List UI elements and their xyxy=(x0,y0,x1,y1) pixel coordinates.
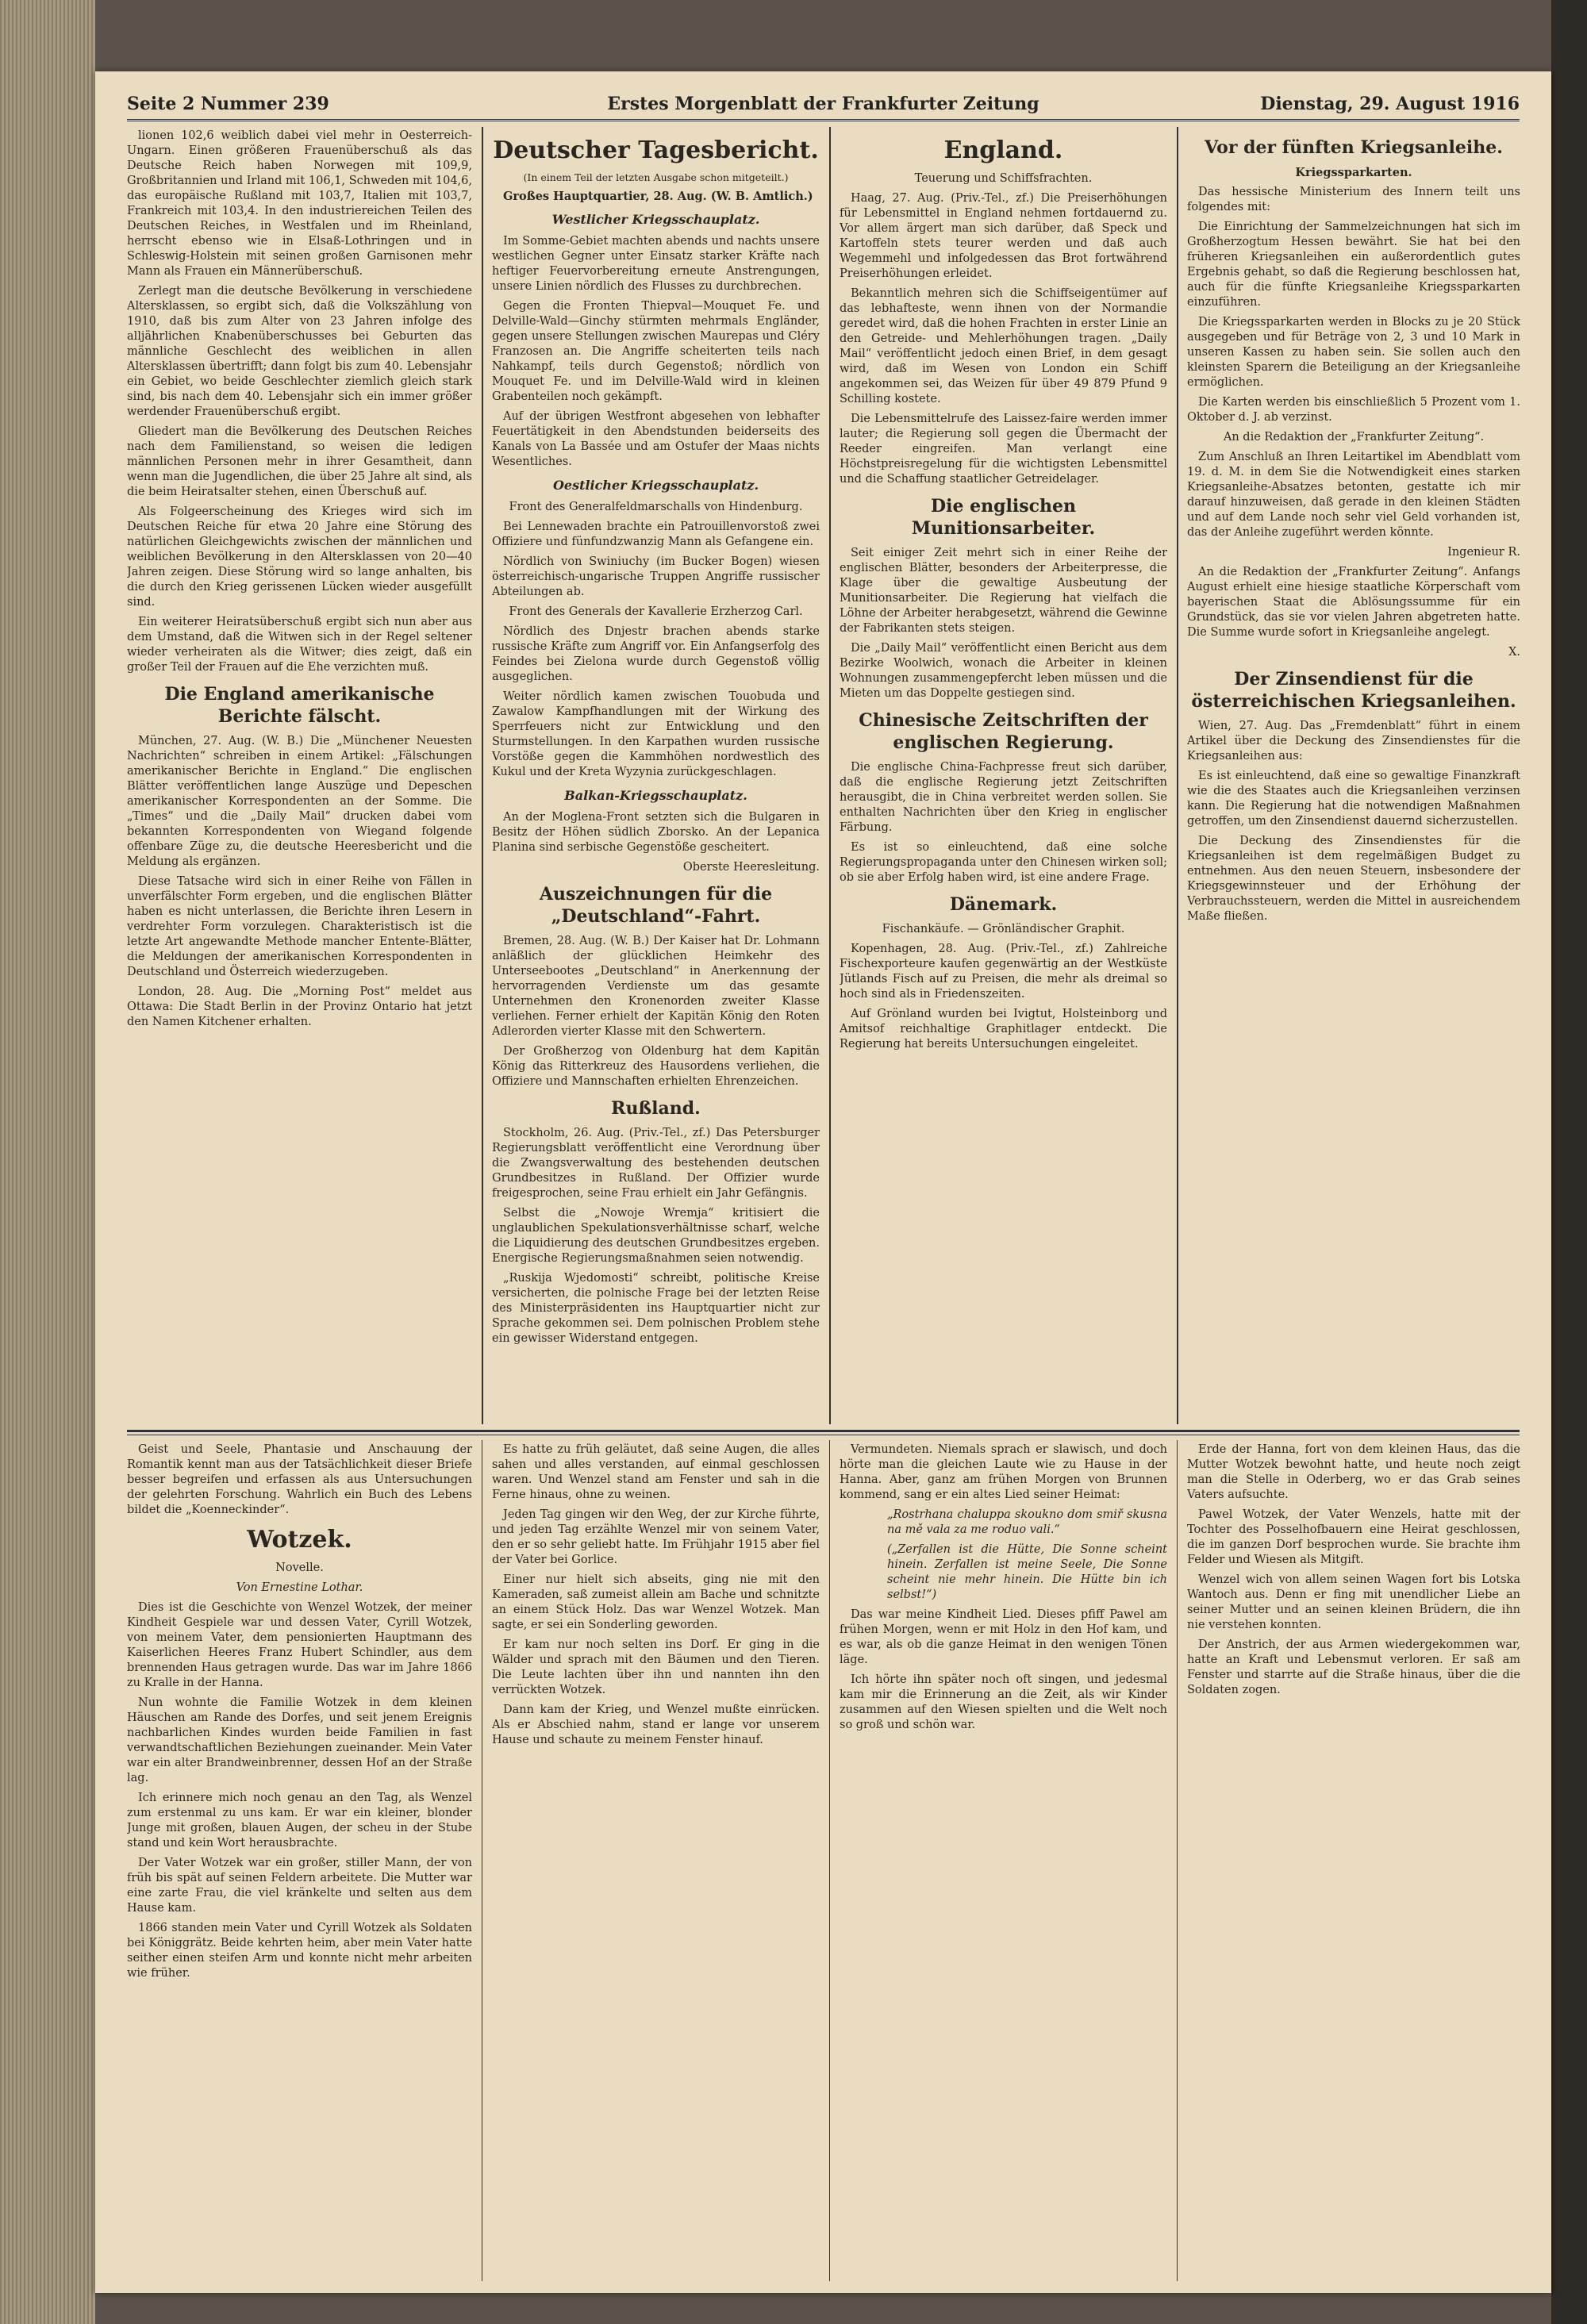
article-paragraph: Weiter nördlich kamen zwischen Touobuda und Zawalow Kampfhandlungen mit der Wirkung des Sperrfeuers nicht zur Entwicklung und den Sturmstellungen. In den Karpathen wurden russische Vorstöße gegen die Kammhöhen nordwestlich des Kukul und der Kreta Wyzynia zurückgeschlagen. xyxy=(492,690,820,778)
article-paragraph: lionen 102,6 weiblich dabei viel mehr in Oesterreich-Ungarn. Einen größeren Frauenüberschuß als das Deutsche Reich haben Norwegen mit 109,9, Großbritannien und Irland mit 106,1, Schweden mit 104,6, das europäische Rußland mit 103,7, Italien mit 103,7, Frankreich mit 103,4. In den industriereichen Teilen des Deutschen Reiches, in Westfalen und im Rheinland, herrscht ebenso wie in Elsaß-Lothringen und in Schleswig-Holstein mit seinen großen Garnisonen mehr Mann als Frauen ein Männerüberschuß. xyxy=(127,129,472,278)
page-header xyxy=(127,87,1520,121)
front-heading: Oestlicher Kriegsschauplatz. xyxy=(552,478,759,493)
article-paragraph: Nördlich von Swiniuchy (im Bucker Bogen) wiesen österreichisch-ungarische Truppen Angriffe russischer Abteilungen ab. xyxy=(492,555,820,598)
article-paragraph: An die Redaktion der „Frankfurter Zeitung“. Anfangs August erhielt eine hiesige staatliche Körperschaft vom bayerischen Staat die Ablösungssumme für ein Grundstück, das sie vor vielen Jahren abgetreten hatte. Die Summe wurde sofort in Kriegsanleihe angelegt. xyxy=(1187,566,1520,639)
signature: Oberste Heeresleitung. xyxy=(682,861,820,874)
article-paragraph: Gliedert man die Bevölkerung des Deutschen Reiches nach dem Familienstand, so weisen die ledigen männlichen Personen mehr in ihrer Gesamtheit, dann wenn man die Jugendlichen, die über 25 Jahre alt sind, als die beim Heiratsalter stehen, einen Überschuß auf. xyxy=(127,425,472,498)
article-paragraph: An der Moglena-Front setzten sich die Bulgaren in Besitz der Höhen südlich Zborsko. An der Lepanica Planina sind serbische Gegenstöße gescheitert. xyxy=(492,811,820,854)
article-paragraph: Ich hörte ihn später noch oft singen, und jedesmal kam mir die Erinnerung an die Zeit, als wir Kinder zusammen auf den Wiesen spielten und die Welt noch so groß und schön war. xyxy=(840,1673,1167,1731)
article-paragraph: Einer nur hielt sich abseits, ging nie mit den Kameraden, saß zumeist allein am Bache und schnitzte an einem Stück Holz. Das war Wenzel Wotzek. Man sagte, er sei ein Sonderling geworden. xyxy=(492,1573,820,1631)
article-paragraph: Stockholm, 26. Aug. (Priv.-Tel., zf.) Das Petersburger Regierungsblatt veröffentlicht eine Verordnung über die Zwangsverwaltung des bestehenden deutschen Grundbesitzes in Rußland. Der Offizier wurde freigesprochen, seine Frau erhielt ein Jahr Gefängnis. xyxy=(492,1127,820,1200)
article-paragraph: Jeden Tag gingen wir den Weg, der zur Kirche führte, und jeden Tag erzählte Wenzel mir von seinem Vater, den er so sehr geliebt hatte. Im Frühjahr 1915 aber fiel der Vater bei Gorlice. xyxy=(492,1508,820,1566)
article-paragraph: Das hessische Ministerium des Innern teilt uns folgendes mit: xyxy=(1187,186,1520,213)
issue-date: Dienstag, 29. August 1916 xyxy=(1260,94,1520,114)
dateline: Großes Hauptquartier, 28. Aug. (W. B. Amtlich.) xyxy=(503,190,813,203)
article-paragraph: Zum Anschluß an Ihren Leitartikel im Abendblatt vom 19. d. M. in dem Sie die Notwendigkeit eines starken Kriegsanleihe-Absatzes betonten, gestatte ich mir darauf hinzuweisen, daß gerade in den kleinen Städten und auf dem Lande noch sehr viel Geld vorhanden ist, das der Anleihe zugeführt werden könnte. xyxy=(1187,451,1520,539)
article-paragraph: Geist und Seele, Phantasie und Anschauung der Romantik kennt man aus der Tatsächlichkeit dieser Briefe besser begreifen und erfassen als aus Untersuchungen der gelehrten Forschung. Wahrlich ein Buch des Lebens bildet die „Koenneckinder“. xyxy=(127,1443,472,1516)
article-paragraph: Pawel Wotzek, der Vater Wenzels, hatte mit der Tochter des Posselhofbauern eine Heirat geschlossen, die im ganzen Dorf besprochen wurde. Sie brachte ihm Felder und Wiesen als Mitgift. xyxy=(1187,1508,1520,1566)
article-paragraph: Bremen, 28. Aug. (W. B.) Der Kaiser hat Dr. Lohmann anläßlich der glücklichen Heimkehr des Unterseebootes „Deutschland“ in Anerkennung der hervorragenden Verdienste um das gesamte Unternehmen den Kronenorden zweiter Klasse verliehen. Ferner erhielt der Kapitän König den Roten Adlerorden vierter Klasse mit den Schwertern. xyxy=(492,935,820,1038)
front-heading: Balkan-Kriegsschauplatz. xyxy=(564,788,747,803)
column-2 xyxy=(492,129,820,1422)
page-number: Seite 2 Nummer 239 xyxy=(127,94,329,114)
newspaper-title: Erstes Morgenblatt der Frankfurter Zeitung xyxy=(607,94,1039,114)
article-paragraph: Der Vater Wotzek war ein großer, stiller Mann, der von früh bis spät auf seinen Feldern arbeitete. Die Mutter war eine zarte Frau, die viel kränkelte und selten aus dem Hause kam. xyxy=(127,1857,472,1915)
column-3 xyxy=(840,129,1167,1422)
subheading: Kriegssparkarten. xyxy=(1295,166,1412,179)
poem-verse: „Rostrhana chaluppa skoukno dom smiř skusna na mě vala za me roduo vali.“ xyxy=(887,1508,1167,1536)
article-paragraph: Auf Grönland wurden bei Ivigtut, Holsteinborg und Amitsof reichhaltige Graphitlager entdeckt. Die Regierung hat bereits Untersuchungen eingeleitet. xyxy=(840,1008,1167,1051)
article-paragraph: Bei Lennewaden brachte ein Patrouillenvorstoß zwei Offiziere und fünfundzwanzig Mann als Gefangene ein. xyxy=(492,520,820,548)
article-paragraph: Der Anstrich, der aus Armen wiedergekommen war, hatte an Kraft und Lebensmut verloren. Er saß am Fenster und starrte auf die Straße hinaus, über die die Soldaten zogen. xyxy=(1187,1638,1520,1696)
section-heading: Die englischen Munitionsarbeiter. xyxy=(911,496,1096,539)
front-subheading: Front des Generalfeldmarschalls von Hindenburg. xyxy=(509,501,803,513)
article-paragraph: London, 28. Aug. Die „Morning Post“ meldet aus Ottawa: Die Stadt Berlin in der Provinz Ontario hat jetzt den Namen Kitchener erhalten. xyxy=(127,985,472,1028)
letter-heading: An die Redaktion der „Frankfurter Zeitung“. xyxy=(1223,431,1485,444)
feuilleton-column-3 xyxy=(840,1442,1167,2284)
headline-england: England. xyxy=(943,136,1063,164)
article-paragraph: Die Kriegssparkarten werden in Blocks zu je 20 Stück ausgegeben und für Beträge von 2, 3 und 10 Mark in unseren Kassen zu haben sein. Sie sollen auch den kleinsten Sparern die Beteiligung an der Kriegsanleihe ermöglichen. xyxy=(1187,316,1520,389)
article-paragraph: Gegen die Fronten Thiepval—Mouquet Fe. und Delville-Wald—Ginchy stürmten mehrmals Engländer, gegen unsere Stellungen zwischen Maurepas und Cléry Franzosen an. Die Angriffe scheiterten teils nach Nahkampf, teils durch Gegenstoß; nördlich von Mouquet Fe. und im Delville-Wald wird in kleinen Grabenteilen noch gekämpft. xyxy=(492,300,820,403)
article-paragraph: Der Großherzog von Oldenburg hat dem Kapitän König das Ritterkreuz des Hausordens verliehen, die Offiziere und Mannschaften erhielten Ehrenzeichen. xyxy=(492,1045,820,1088)
article-paragraph: Wien, 27. Aug. Das „Fremdenblatt“ führt in einem Artikel über die Deckung des Zinsendienstes für die Kriegsanleihen aus: xyxy=(1187,720,1520,763)
scan-background xyxy=(1551,0,1587,2324)
article-paragraph: Dann kam der Krieg, und Wenzel mußte einrücken. Als er Abschied nahm, stand er lange vor unserem Hause und schaute zu meinem Fenster hinauf. xyxy=(492,1704,820,1746)
article-paragraph: München, 27. Aug. (W. B.) Die „Münchener Neuesten Nachrichten“ schreiben in einem Artikel: „Fälschungen amerikanischer Berichte in England.“ Die englischen Blätter veröffentlichen lange Auszüge und Depeschen amerikanischer Korrespondenten an der Somme. Die „Times“ und die „Daily Mail“ drucken dabei vom bekannten Korrespondenten von Wiegand folgende offenbare Züge zu, die deutsche Heeresbericht und die Meldung als ergänzen. xyxy=(127,735,472,868)
newspaper-page xyxy=(95,71,1551,2293)
novella-author: Von Ernestine Lothar. xyxy=(236,1581,363,1594)
article-paragraph: Bekanntlich mehren sich die Schiffseigentümer auf das lebhafteste, wenn ihnen von der Normandie geredet wird, daß die hohen Frachten in erster Linie an den Getreide- und Mehlerhöhungen tragen. „Daily Mail“ veröffentlicht jedoch einen Brief, in dem gesagt wird, daß im Wesen von London ein Schiff angekommen sei, das Weizen für über 49 879 Pfund 9 Schilling kostete. xyxy=(840,287,1167,405)
article-paragraph: Die englische China-Fachpresse freut sich darüber, daß die englische Regierung jetzt Zeitschriften herausgibt, die in China verbreitet werden sollen. Sie enthalten Nachrichten über den Krieg in englischer Färbung. xyxy=(840,761,1167,834)
article-paragraph: Nördlich des Dnjestr brachen abends starke russische Kräfte zum Angriff vor. Ein Anfangserfolg des Feindes bei Zielona wurde durch Gegenstoß völlig ausgeglichen. xyxy=(492,625,820,683)
article-paragraph: 1866 standen mein Vater und Cyrill Wotzek als Soldaten bei Königgrätz. Beide kehrten heim, aber mein Vater hatte seither einen steifen Arm und konnte nicht mehr arbeiten wie früher. xyxy=(127,1922,472,1980)
column-rule xyxy=(482,127,483,1424)
feuilleton-column-1 xyxy=(127,1442,472,2284)
headline-tagesbericht: Deutscher Tagesbericht. xyxy=(493,136,819,164)
article-paragraph: Erde der Hanna, fort von dem kleinen Haus, das die Mutter Wotzek bewohnt hatte, und heute noch zeigt man die Stelle in Oderberg, wo er das Grab seines Vaters aufsuchte. xyxy=(1187,1443,1520,1501)
column-1 xyxy=(127,129,472,1422)
article-paragraph: Es ist so einleuchtend, daß eine solche Regierungspropaganda unter den Chinesen wirken soll; ob sie aber Erfolg haben wird, ist eine andere Frage. xyxy=(840,841,1167,884)
article-paragraph: Die Deckung des Zinsendienstes für die Kriegsanleihen ist dem regelmäßigen Budget zu entnehmen. Aus den neuen Steuern, insbesondere der Kriegsgewinnsteuer und der Erhöhung der Verbrauchssteuern, werden die Mittel in ausreichendem Maße fließen. xyxy=(1187,835,1520,923)
feuilleton-column-2 xyxy=(492,1442,820,2284)
article-paragraph: Es hatte zu früh geläutet, daß seine Augen, die alles sahen und alles verstanden, auf einmal geschlossen waren. Und Wenzel stand am Fenster und sah in die Ferne hinaus, ohne zu weinen. xyxy=(492,1443,820,1501)
section-heading: Die England amerikanische Berichte fälscht. xyxy=(164,684,435,727)
edition-note: (In einem Teil der letzten Ausgabe schon mitgeteilt.) xyxy=(523,171,789,183)
article-paragraph: Er kam nur noch selten ins Dorf. Er ging in die Wälder und sprach mit den Bäumen und den Tieren. Die Leute lachten über ihn und nannten ihn den verrückten Wotzek. xyxy=(492,1638,820,1696)
article-paragraph: Seit einiger Zeit mehrt sich in einer Reihe der englischen Blätter, besonders der Arbeiterpresse, die Klage über die gewaltige Ausbeutung der Munitionsarbeiter. Die Regierung hat vielfach die Löhne der Arbeiter herabgesetzt, während die Gewinne der Fabrikanten stets steigen. xyxy=(840,547,1167,635)
column-rule xyxy=(829,127,831,1424)
article-paragraph: Ich erinnere mich noch genau an den Tag, als Wenzel zum erstenmal zu uns kam. Er war ein kleiner, blonder Junge mit großen, blauen Augen, der scheu in der Stube stand und kein Wort herausbrachte. xyxy=(127,1792,472,1850)
section-heading: Auszeichnungen für die „Deutschland“-Fahrt. xyxy=(539,884,773,927)
headline-kriegsanleihe: Vor der fünften Kriegsanleihe. xyxy=(1205,137,1503,158)
article-paragraph: Haag, 27. Aug. (Priv.-Tel., zf.) Die Preiserhöhungen für Lebensmittel in England nehmen fortdauernd zu. Vor allem ärgert man sich darüber, daß Speck und Kartoffeln stets teurer werden und daß auch Wegemmehl und infolgedessen das Brot fortwährend Preiserhöhungen erleidet. xyxy=(840,192,1167,280)
article-paragraph: Diese Tatsache wird sich in einer Reihe von Fällen in unverfälschter Form ergeben, und die englischen Blätter haben es nicht unterlassen, die Berichte ihren Lesern in verdrehter Form vorzulegen. Charakteristisch ist die letzte Art angewandte Methode mancher Entente-Blätter, die Meldungen der amerikanischen Korrespondenten in Deutschland und Österreich wiederzugeben. xyxy=(127,875,472,978)
front-heading: Westlicher Kriegsschauplatz. xyxy=(551,212,760,227)
article-paragraph: Im Somme-Gebiet machten abends und nachts unsere westlichen Gegner unter Einsatz starker Kräfte nach heftiger Feuervorbereitung erneute Anstrengungen, unsere Linien nördlich des Flusses zu durchbrechen. xyxy=(492,235,820,293)
section-heading: Der Zinsendienst für die österreichischen Kriegsanleihen. xyxy=(1191,669,1516,712)
book-page-edge xyxy=(0,0,95,2324)
novella-genre: Novelle. xyxy=(275,1561,324,1574)
article-paragraph: Die „Daily Mail“ veröffentlicht einen Bericht aus dem Bezirke Woolwich, wonach die Arbeiter in kleinen Wohnungen zusammengepfercht leben müssen und die Mieten um das Doppelte gestiegen sind. xyxy=(840,642,1167,700)
signature: Ingenieur R. xyxy=(1447,546,1520,559)
feuilleton-rule xyxy=(127,1430,1520,1432)
article-paragraph: Es ist einleuchtend, daß eine so gewaltige Finanzkraft wie die des Staates auch die Kriegsanleihen verzinsen kann. Die Regierung hat die notwendigen Maßnahmen getroffen, um den Zinsendienst dauernd sicherzustellen. xyxy=(1187,770,1520,828)
poem-translation: („Zerfallen ist die Hütte, Die Sonne scheint hinein. Zerfallen ist meine Seele, Die Sonne scheint nie mehr hinein. Die Hütte bin ich selbst!“) xyxy=(887,1543,1167,1601)
subheading: Fischankäufe. — Grönländischer Graphit. xyxy=(882,923,1125,935)
article-paragraph: Ein weiterer Heiratsüberschuß ergibt sich nun aber aus dem Umstand, daß die Witwen sich in der Regel seltener wieder verheiraten als die Witwer; dies zeigt, daß ein großer Teil der Frauen auf die Ehe verzichten muß. xyxy=(127,616,472,674)
article-paragraph: Dies ist die Geschichte von Wenzel Wotzek, der meiner Kindheit Gespiele war und dessen Vater, Cyrill Wotzek, von meinem Vater, dem pensionierten Hauptmann des Kaiserlichen Heeres Franz Hubert Schindler, aus dem brennenden Haus getragen wurde. Das war im Jahre 1866 zu Kralle in der Hanna. xyxy=(127,1601,472,1689)
column-rule xyxy=(829,1440,830,2281)
section-heading: Chinesische Zeitschriften der englischen Regierung. xyxy=(859,710,1148,753)
article-paragraph: Als Folgeerscheinung des Krieges wird sich im Deutschen Reiche für etwa 20 Jahre eine Störung des natürlichen Gleichgewichts zwischen der männlichen und weiblichen Bevölkerung in den Altersklassen von 20—40 Jahren zeigen. Diese Störung wird so lange anhalten, bis die durch den Krieg gerissenen Lücken wieder ausgefüllt sind. xyxy=(127,505,472,609)
article-paragraph: Nun wohnte die Familie Wotzek in dem kleinen Häuschen am Rande des Dorfes, und seit jenem Ereignis nachbarlichen Kindes wurden beide Familien in fast verwandtschaftlichen Beziehungen zueinander. Mein Vater war ein alter Brandweinbrenner, dessen Hof an der Straße lag. xyxy=(127,1696,472,1784)
article-paragraph: Die Lebensmittelrufe des Laissez-faire werden immer lauter; die Regierung soll gegen die Übermacht der Reeder eingreifen. Man verlangt eine Höchstpreisregelung für die wichtigsten Lebensmittel und die Schaffung staatlicher Getreidelager. xyxy=(840,413,1167,486)
article-paragraph: Selbst die „Nowoje Wremja“ kritisiert die unglaublichen Spekulationsverhältnisse scharf, welche die Liquidierung des deutschen Grundbesitzes ergeben. Energische Regierungsmaßnahmen seien notwendig. xyxy=(492,1207,820,1265)
column-4 xyxy=(1187,129,1520,1422)
section-heading: Dänemark. xyxy=(949,894,1058,915)
feuilleton-column-4 xyxy=(1187,1442,1520,2284)
column-rule xyxy=(1177,127,1178,1424)
subheading: Teuerung und Schiffsfrachten. xyxy=(914,172,1093,185)
article-paragraph: Das war meine Kindheit Lied. Dieses pfiff Pawel am frühen Morgen, wenn er mit Holz in den Hof kam, und es war, als ob die ganze Heimat in den wenigen Tönen läge. xyxy=(840,1608,1167,1666)
article-paragraph: Die Einrichtung der Sammelzeichnungen hat sich im Großherzogtum Hessen bewährt. Sie hat bei den früheren Kriegsanleihen ein außerordentlich gutes Ergebnis gehabt, so daß die Regierung beschlossen hat, auch für die fünfte Kriegsanleihe Kriegssparkarten einzuführen. xyxy=(1187,221,1520,309)
column-rule xyxy=(1177,1440,1178,2281)
article-paragraph: Auf der übrigen Westfront abgesehen von lebhafter Feuertätigkeit in den Abendstunden beiderseits des Kanals von La Bassée und am Ostufer der Maas nichts Wesentliches. xyxy=(492,410,820,468)
article-paragraph: Wenzel wich von allem seinen Wagen fort bis Lotska Wantoch aus. Denn er fing mit unendlicher Liebe an seiner Mutter und an seinen kleinen Brüdern, die ihn nie verstehen konnten. xyxy=(1187,1573,1520,1631)
article-paragraph: Kopenhagen, 28. Aug. (Priv.-Tel., zf.) Zahlreiche Fischexporteure kaufen gegenwärtig an der Westküste Jütlands Fisch auf zu Preisen, die mehr als dreimal so hoch sind als in Friedenszeiten. xyxy=(840,943,1167,1001)
article-paragraph: Vermundeten. Niemals sprach er slawisch, und doch hörte man die gleichen Laute wie zu Hause in der Hanna. Aber, ganz am frühen Morgen von Brunnen kommend, sang er ein altes Lied seiner Heimat: xyxy=(840,1443,1167,1501)
front-subheading: Front des Generals der Kavallerie Erzherzog Carl. xyxy=(509,605,803,618)
section-heading: Rußland. xyxy=(611,1098,701,1119)
article-paragraph: „Ruskija Wjedomosti“ schreibt, politische Kreise versicherten, die polnische Frage bei der letzten Reise des Ministerpräsidenten ins Hauptquartier nicht zur Sprache gekommen sei. Dem polnischen Problem stehe ein gewisser Widerstand entgegen. xyxy=(492,1272,820,1345)
signature: X. xyxy=(1508,646,1520,659)
novella-title: Wotzek. xyxy=(247,1526,352,1554)
article-paragraph: Zerlegt man die deutsche Bevölkerung in verschiedene Altersklassen, so ergibt sich, daß die Volkszählung von 1910, daß bis zum Alter von 23 Jahren infolge des alljährlichen Knabenüberschusses bei Geburten das männliche Geschlecht des weiblichen in allen Altersklassen übertrifft; dann folgt bis zum 40. Lebensjahr ein Gebiet, wo beide Geschlechter ziemlich gleich stark sind, bis nach dem 40. Lebensjahr sich ein immer größer werdender Frauenüberschuß ergibt. xyxy=(127,285,472,418)
article-paragraph: Die Karten werden bis einschließlich 5 Prozent vom 1. Oktober d. J. ab verzinst. xyxy=(1187,396,1520,424)
